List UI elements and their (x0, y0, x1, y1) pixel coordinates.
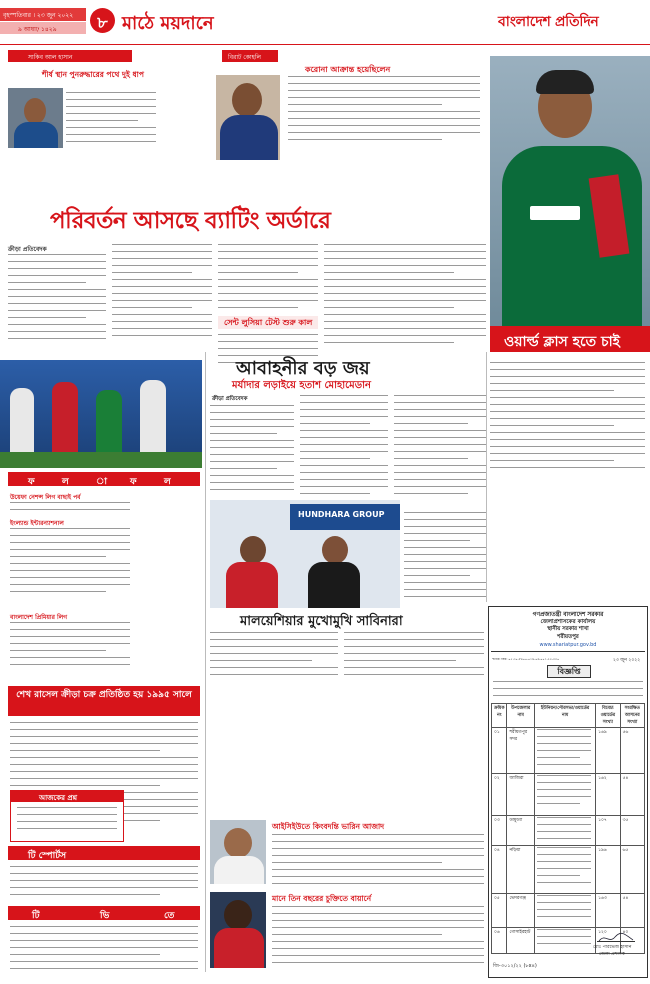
shakib-headline: শীর্ষ স্থান পুনরুদ্ধারের পথে দুই ধাপ (42, 70, 144, 79)
date-badge-2 (0, 22, 86, 34)
row-wards: ১০৭ (596, 816, 620, 846)
results-item-3: বাংলাদেশ প্রিমিয়ার লিগ (10, 614, 68, 621)
shakib-tag (8, 50, 132, 62)
tv-letter-3: তে (164, 911, 175, 921)
govt-notice (488, 606, 648, 978)
date-line-1: বৃহস্পতিবার । ২৩ জুন ২০২২ (3, 12, 74, 19)
col-header-union: ইউনিয়ন/পৌরসভা/ওয়ার্ডের নাম (534, 704, 595, 728)
row-no: ০৫ (492, 894, 507, 928)
shakib-tag-label: সাকিব আল হাসান (28, 54, 73, 61)
notice-footer-code: জি-৩০১২/২২ (৮x৪) (493, 963, 537, 969)
notice-website: www.shariatpur.gov.bd (539, 642, 597, 648)
main-byline: ক্রীড়া প্রতিবেদক (8, 246, 47, 253)
icc-photo (210, 820, 266, 884)
main-col3-text (218, 244, 318, 316)
row-upazila: ভেদরগঞ্জ (507, 894, 535, 928)
sabina-side-text (404, 512, 486, 606)
quiz-title: আজকের প্রশ্ন (39, 794, 78, 802)
row-unions (534, 728, 595, 774)
row-seats: ৫৪ (620, 894, 644, 928)
row-unions (534, 816, 595, 846)
notice-memo: স্মারক নম্বর: ০৫.৩০.৮৬০০.০১৬.০৬.০০১.২২-৩৩০ (492, 657, 560, 661)
table-row (492, 816, 645, 846)
row-wards: ১২০ (596, 928, 620, 954)
table-row (492, 728, 645, 774)
football-subhead: মর্যাদার লড়াইয়ে হতাশ মোহামেডান (232, 380, 371, 391)
main-headline-box (0, 200, 488, 234)
row-wards: ১৬৯ (596, 728, 620, 774)
row-unions (534, 846, 595, 894)
football-photo (0, 360, 202, 468)
football-col2-text (300, 395, 388, 505)
world-class-caption: ওয়ার্ল্ড ক্লাস হতে চাই (504, 334, 620, 350)
row-wards: ১৬৩ (596, 894, 620, 928)
notice-table (491, 703, 645, 954)
quiz-box (10, 790, 124, 842)
sabina-banner-text: HUNDHARA GROUP (298, 510, 385, 519)
row-upazila: শরীয়তপুর সদর (507, 728, 535, 774)
row-wards: ১৯৬ (596, 846, 620, 894)
notice-date: ২৩ জুন ২০২২ (613, 658, 641, 663)
main-col4-text (324, 244, 486, 354)
sabina-headline: মালয়েশিয়ার মুখোমুখি সাবিনারা (240, 614, 403, 629)
row-no: ০৪ (492, 846, 507, 894)
col-header-no: ক্রমিক নং (492, 704, 507, 728)
icc-headline: আইসিইউতে কিংবদন্তি ভারিন আজাদ (272, 822, 385, 831)
sabina-photo (210, 500, 400, 608)
section-title: মাঠে ময়দানে (122, 13, 214, 34)
column-rule (486, 352, 487, 602)
row-unions (534, 774, 595, 816)
notice-title: বিজ্ঞপ্তি (557, 667, 581, 676)
row-upazila: নড়িয়া (507, 846, 535, 894)
football-col1-text (210, 405, 294, 500)
row-seats: ৫৬ (620, 728, 644, 774)
results-item-1: উয়েফা নেশন্স লিগ বাছাই পর্ব (10, 494, 81, 501)
cricketer-photo (490, 56, 650, 331)
officer-title: জেলা প্রশাসক (599, 952, 625, 957)
right-story-text (490, 362, 645, 472)
results-item-3-text (10, 622, 130, 672)
row-upazila: গোসাইরহাট (507, 928, 535, 954)
row-unions (534, 894, 595, 928)
date-line-2: ৯ আষাঢ় ১৪২৯ (18, 26, 57, 33)
kohli-tag (222, 50, 278, 62)
notice-line-1: গণপ্রজাতন্ত্রী বাংলাদেশ সরকার (532, 612, 604, 618)
main-col1-text (8, 254, 106, 344)
results-item-1-text (10, 502, 130, 514)
logo: বাংলাদেশ প্রতিদিন (498, 14, 599, 30)
row-upazila: ডামুড্যা (507, 816, 535, 846)
results-letter-2: ল (62, 477, 69, 487)
row-no: ০৩ (492, 816, 507, 846)
page-number-badge (90, 8, 115, 33)
kohli-headline: করোনা আক্রান্ত হয়েছিলেন (305, 65, 391, 74)
col-header-upazila: উপজেলার নাম (507, 704, 535, 728)
row-wards: ১৬২ (596, 774, 620, 816)
table-row (492, 894, 645, 928)
row-upazila: জাজিরা (507, 774, 535, 816)
sheikh-russel-title: শেখ রাসেল ক্রীড়া চক্র প্রতিষ্ঠিত হয় ১৯৯৫ সালে (16, 690, 192, 700)
football-headline: আবাহনীর বড় জয় (236, 358, 370, 379)
officer-signature (597, 929, 635, 942)
table-row (492, 846, 645, 894)
main-subhead: সেন্ট লুসিয়া টেস্ট শুরু কাল (224, 318, 313, 327)
tsports-title: টি স্পোর্টস (28, 851, 67, 861)
row-no: ০৬ (492, 928, 507, 954)
row-unions (534, 928, 595, 954)
page-header (0, 0, 650, 48)
row-seats: ৪০ (620, 928, 644, 954)
notice-line-3: স্থানীয় সরকার শাখা (547, 626, 589, 632)
results-item-2: ইংল্যান্ড ইন্টারন্যাশনাল (10, 520, 64, 527)
tv-letter-1: টি (32, 911, 40, 921)
tv-header (8, 906, 200, 920)
mane-headline: মানে তিন বছরের চুক্তিতে বায়ার্নে (272, 894, 372, 903)
page-number: ৮ (97, 13, 108, 32)
mane-photo (210, 892, 266, 968)
column-rule (205, 352, 206, 972)
icc-text (272, 834, 484, 890)
results-item-2-text (10, 528, 130, 598)
results-letter-1: ফ (28, 477, 35, 487)
date-badge (0, 8, 86, 21)
main-col2-text (112, 244, 212, 344)
row-seats: ৬৫ (620, 846, 644, 894)
tsports-header (8, 846, 200, 860)
main-headline: পরিবর্তন আসছে ব্যাটিং অর্ডারে (50, 208, 331, 234)
tv-letter-2: ভি (100, 911, 110, 921)
sabina-col2-text (344, 632, 484, 682)
results-letter-3: া (96, 477, 108, 487)
col-header-wards: বিবেচ্য ওয়ার্ডের সংখ্যা (596, 704, 620, 728)
shakib-photo (8, 88, 63, 148)
notice-line-4: শরীয়তপুর (557, 634, 579, 640)
results-letter-4: ফ (130, 477, 137, 487)
tv-text (10, 926, 198, 978)
notice-line-2: জেলাপ্রশাসকের কার্যালয় (540, 619, 596, 625)
football-byline: ক্রীড়া প্রতিবেদক (212, 396, 248, 402)
row-seats: ৫৪ (620, 774, 644, 816)
officer-name: মোঃ পারভেজ হাসান (593, 945, 632, 950)
kohli-text (288, 76, 480, 146)
football-col3-text (394, 395, 486, 505)
row-no: ০২ (492, 774, 507, 816)
row-no: ০১ (492, 728, 507, 774)
kohli-tag-label: বিরাট কোহলি (228, 54, 261, 61)
world-class-banner (490, 326, 650, 352)
shakib-text (66, 92, 156, 152)
subhead-box (218, 316, 318, 329)
results-letter-5: ল (164, 477, 171, 487)
table-row (492, 774, 645, 816)
kohli-photo (216, 75, 280, 160)
header-rule (0, 44, 650, 45)
row-seats: ৩৫ (620, 816, 644, 846)
mane-text (272, 906, 484, 968)
col-header-seats: সংরক্ষিত আসনের সংখ্যা (620, 704, 644, 728)
tsports-text (10, 866, 198, 902)
results-header (8, 472, 200, 486)
sabina-col1-text (210, 632, 338, 682)
sheikh-russel-box (8, 686, 200, 716)
